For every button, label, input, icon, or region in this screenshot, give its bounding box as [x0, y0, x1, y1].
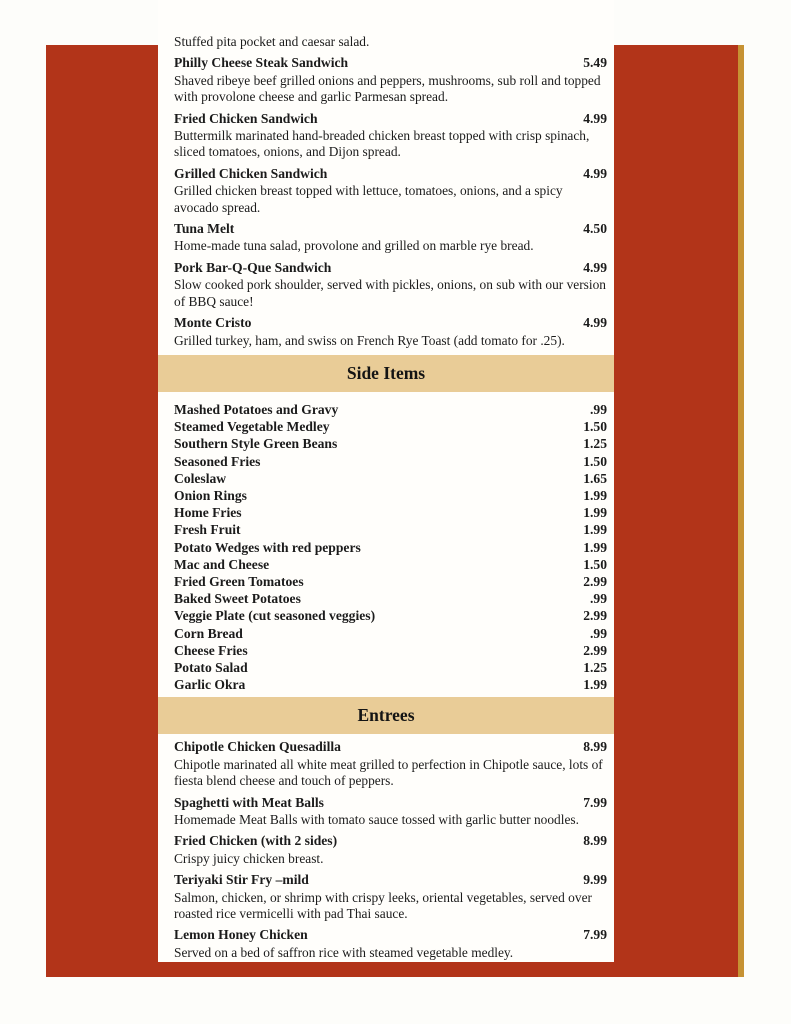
item-price: 1.25	[583, 436, 607, 452]
menu-item-monte-cristo	[174, 315, 607, 349]
item-description: Grilled chicken breast topped with lettuce, tomatoes, onions, and a spicy avocado spread.	[174, 183, 563, 215]
item-name: Corn Bread	[174, 625, 243, 641]
item-price: 2.99	[583, 573, 607, 589]
item-name: Tuna Melt	[174, 221, 235, 237]
item-price: 1.65	[583, 470, 607, 486]
item-price: 7.99	[583, 927, 607, 943]
item-name: Baked Sweet Potatoes	[174, 591, 301, 607]
side-item-row	[174, 435, 607, 452]
side-item-row	[174, 504, 607, 521]
section-header-entrees	[158, 697, 614, 734]
side-item-row	[174, 556, 607, 573]
side-item-row	[174, 625, 607, 642]
item-description: Home-made tuna salad, provolone and grilled on marble rye bread.	[174, 238, 534, 254]
item-description: Homemade Meat Balls with tomato sauce tossed with garlic butter noodles.	[174, 811, 579, 827]
item-name-price-row	[174, 795, 607, 811]
item-name: Spaghetti with Meat Balls	[174, 794, 324, 810]
menu-item-lemon-honey-chicken	[174, 927, 607, 961]
item-price: .99	[590, 625, 607, 641]
item-name-price-row	[174, 221, 607, 237]
item-name: Potato Salad	[174, 659, 248, 675]
item-name: Garlic Okra	[174, 677, 246, 693]
side-item-row	[174, 659, 607, 676]
item-price: 1.50	[583, 453, 607, 469]
item-price: 9.99	[583, 872, 607, 888]
side-item-row	[174, 539, 607, 556]
item-name: Home Fries	[174, 505, 242, 521]
item-name: Lemon Honey Chicken	[174, 927, 308, 943]
item-description: Buttermilk marinated hand-breaded chicken breast topped with crisp spinach, sliced tomatoes, onions, and Dijon spread.	[174, 128, 590, 160]
menu-item-tuna-melt	[174, 221, 607, 255]
menu-item-spaghetti-meat-balls	[174, 795, 607, 829]
menu-item-fried-chicken-entree	[174, 833, 607, 867]
item-price: 5.49	[583, 55, 607, 71]
item-description: Salmon, chicken, or shrimp with crispy leeks, oriental vegetables, served over roasted rice vermicelli with pad Thai sauce.	[174, 889, 592, 922]
item-name: Fresh Fruit	[174, 522, 241, 538]
item-description: Slow cooked pork shoulder, served with pickles, onions, on sub with our version of BBQ sauce!	[174, 277, 607, 309]
side-item-row	[174, 642, 607, 659]
item-name-price-row	[174, 833, 607, 849]
item-name: Potato Wedges with red peppers	[174, 539, 361, 555]
section-title: Entrees	[357, 705, 415, 726]
item-description: Chipotle marinated all white meat grilled to perfection in Chipotle sauce, lots of fiesta blend cheese and touch of peppers.	[174, 756, 603, 789]
item-price: 1.99	[583, 487, 607, 503]
item-name: Veggie Plate (cut seasoned veggies)	[174, 608, 376, 624]
side-item-row	[174, 487, 607, 504]
item-price: 1.50	[583, 419, 607, 435]
item-name: Grilled Chicken Sandwich	[174, 165, 328, 181]
side-item-row	[174, 453, 607, 470]
item-name: Fried Chicken (with 2 sides)	[174, 833, 338, 849]
side-item-row	[174, 418, 607, 435]
menu-item-fried-chicken-sandwich	[174, 111, 607, 161]
item-name: Seasoned Fries	[174, 453, 261, 469]
intro-continuation-text: Stuffed pita pocket and caesar salad.	[174, 34, 370, 49]
item-price: .99	[590, 401, 607, 417]
item-name-price-row	[174, 872, 607, 888]
item-price: 4.99	[583, 165, 607, 181]
side-item-row	[174, 607, 607, 624]
item-name: Fried Green Tomatoes	[174, 573, 304, 589]
side-items-list	[174, 401, 607, 693]
item-price: 2.99	[583, 642, 607, 658]
item-description: Crispy juicy chicken breast.	[174, 850, 324, 866]
item-price: 8.99	[583, 739, 607, 755]
item-price: .99	[590, 591, 607, 607]
item-price: 4.99	[583, 259, 607, 275]
menu-item-philly-cheese-steak	[174, 55, 607, 105]
side-item-row	[174, 401, 607, 418]
item-price: 4.50	[583, 221, 607, 237]
side-item-row	[174, 470, 607, 487]
menu-content-column	[158, 0, 614, 962]
item-name-price-row	[174, 111, 607, 127]
menu-item-grilled-chicken-sandwich	[174, 166, 607, 216]
side-item-row	[174, 521, 607, 538]
item-name: Mashed Potatoes and Gravy	[174, 401, 339, 417]
side-item-row	[174, 573, 607, 590]
item-description: Grilled turkey, ham, and swiss on French Rye Toast (add tomato for .25).	[174, 332, 565, 348]
item-name: Chipotle Chicken Quesadilla	[174, 739, 341, 755]
item-price: 4.99	[583, 315, 607, 331]
item-name: Monte Cristo	[174, 315, 252, 331]
item-price: 1.25	[583, 659, 607, 675]
item-price: 4.99	[583, 110, 607, 126]
item-price: 8.99	[583, 833, 607, 849]
side-item-row	[174, 590, 607, 607]
item-price: 2.99	[583, 608, 607, 624]
item-name: Steamed Vegetable Medley	[174, 419, 330, 435]
item-name: Pork Bar-Q-Que Sandwich	[174, 259, 332, 275]
item-name: Fried Chicken Sandwich	[174, 110, 318, 126]
item-name: Philly Cheese Steak Sandwich	[174, 55, 349, 71]
item-name-price-row	[174, 55, 607, 71]
item-price: 1.99	[583, 522, 607, 538]
item-description: Served on a bed of saffron rice with steamed vegetable medley.	[174, 944, 514, 960]
item-price: 1.99	[583, 539, 607, 555]
item-price: 1.50	[583, 556, 607, 572]
side-item-row	[174, 676, 607, 693]
item-name-price-row	[174, 927, 607, 943]
section-header-side-items	[158, 355, 614, 392]
item-name: Mac and Cheese	[174, 556, 270, 572]
item-name-price-row	[174, 315, 607, 331]
item-name: Cheese Fries	[174, 642, 248, 658]
item-name-price-row	[174, 166, 607, 182]
item-name: Onion Rings	[174, 487, 247, 503]
menu-item-teriyaki-stir-fry	[174, 872, 607, 922]
section-title: Side Items	[346, 362, 426, 383]
menu-item-pork-bbq-sandwich	[174, 260, 607, 310]
item-description: Shaved ribeye beef grilled onions and peppers, mushrooms, sub roll and topped with provolone cheese and garlic Parmesan spread.	[174, 72, 601, 105]
item-name-price-row	[174, 739, 607, 755]
item-price: 1.99	[583, 505, 607, 521]
item-price: 7.99	[583, 794, 607, 810]
item-name: Coleslaw	[174, 470, 227, 486]
item-price: 1.99	[583, 677, 607, 693]
item-name-price-row	[174, 260, 607, 276]
item-name: Teriyaki Stir Fry –mild	[174, 872, 309, 888]
item-name: Southern Style Green Beans	[174, 436, 338, 452]
menu-item-chipotle-chicken-quesadilla	[174, 739, 607, 789]
